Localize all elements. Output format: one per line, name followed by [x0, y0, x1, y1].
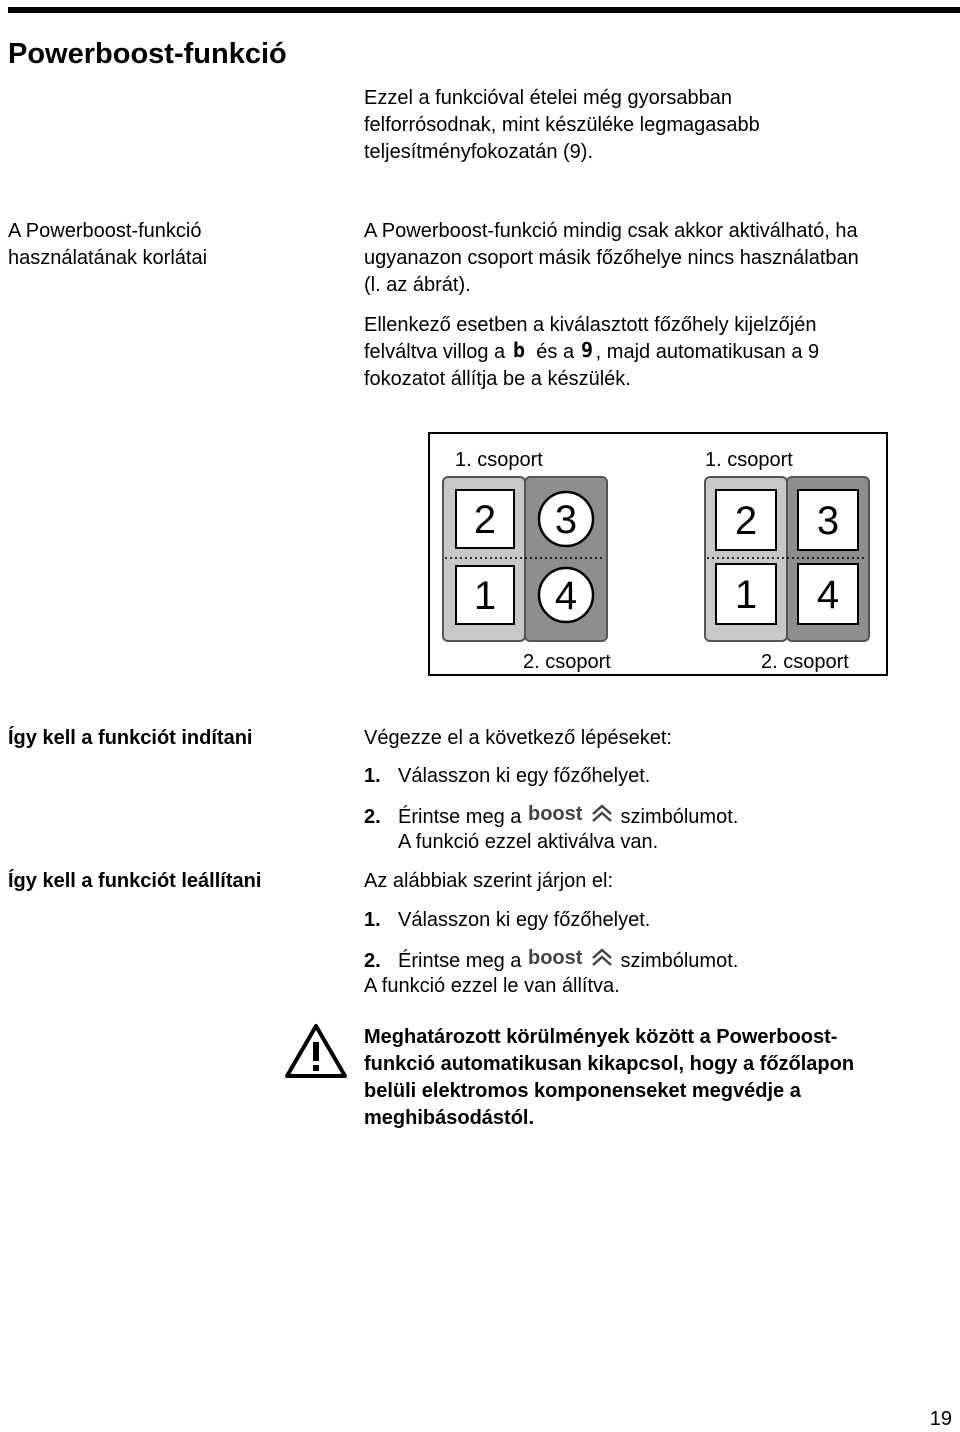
page-title: Powerboost-funkció [8, 38, 287, 70]
intro-paragraph [364, 85, 954, 166]
text-segment: felváltva villog a [364, 341, 511, 363]
step-text: Válasszon ki egy főzőhelyet. [398, 765, 651, 787]
page-number: 19 [929, 1408, 952, 1430]
zone-number: 3 [554, 498, 578, 542]
limits-line: fokozatot állítja be a készülék. [364, 368, 631, 390]
start-heading: Így kell a funkciót indítani [8, 727, 253, 749]
zone-number: 4 [816, 573, 840, 617]
step-text: szimbólumot. [614, 950, 739, 972]
stop-heading: Így kell a funkciót leállítani [8, 870, 262, 892]
limits-line [364, 339, 954, 366]
limits-heading-line: használatának korlátai [8, 247, 208, 269]
step-text: Válasszon ki egy főzőhelyet. [398, 909, 651, 931]
zone-number: 1 [473, 574, 497, 618]
svg-text:boost: boost [527, 947, 583, 969]
stop-step-2 [364, 946, 738, 975]
limits-line: A Powerboost-funkció mindig csak akkor aktiválható, ha [364, 220, 858, 242]
intro-line: felforrósodnak, mint készüléke legmagasabb [364, 114, 760, 136]
limits-heading [8, 218, 207, 272]
text-segment: , majd automatikusan a 9 [595, 341, 820, 363]
start-step-1 [364, 763, 650, 790]
group-2-label: 2. csoport [523, 651, 611, 673]
warning-line: Meghatározott körülmények között a Powerboost- [364, 1026, 838, 1048]
warning-line: meghibásodástól. [364, 1107, 535, 1129]
step-number: 1. [364, 909, 381, 931]
intro-line: Ezzel a funkcióval ételei még gyorsabban [364, 87, 732, 109]
group-1-label: 1. csoport [705, 449, 793, 471]
zone-number: 4 [554, 574, 578, 618]
stop-intro: Az alábbiak szerint járjon el: [364, 870, 614, 892]
step-text: szimbólumot. [614, 806, 739, 828]
step-number: 1. [364, 765, 381, 787]
start-result: A funkció ezzel aktiválva van. [398, 831, 659, 853]
zone-number: 1 [734, 573, 758, 617]
group-2-label: 2. csoport [761, 651, 849, 673]
display-b-glyph-icon [511, 339, 531, 361]
step-number: 2. [364, 806, 381, 828]
hob-diagram-right [704, 476, 870, 642]
limits-heading-line: A Powerboost-funkció [8, 220, 202, 242]
text-segment: és a [530, 341, 580, 363]
warning-line: belüli elektromos komponenseket megvédje a [364, 1080, 801, 1102]
warning-line: funkció automatikusan kikapcsol, hogy a főzőlapon [364, 1053, 855, 1075]
svg-text:boost: boost [527, 803, 583, 825]
zone-number: 3 [816, 499, 840, 543]
zone-number: 2 [734, 499, 758, 543]
hob-diagram-left [442, 476, 608, 642]
svg-text:9: 9 [580, 339, 593, 361]
limits-line: Ellenkező esetben a kiválasztott főzőhely kijelzőjén [364, 314, 817, 336]
start-intro: Végezze el a következő lépéseket: [364, 727, 672, 749]
step-text: Érintse meg a [398, 806, 527, 828]
zone-number: 2 [473, 498, 497, 542]
boost-symbol-icon [527, 946, 615, 970]
limits-paragraph-1 [364, 218, 954, 299]
boost-symbol-icon [527, 802, 615, 826]
limits-paragraph-2 [364, 312, 954, 393]
display-9-glyph-icon [580, 339, 596, 361]
step-text: Érintse meg a [398, 950, 527, 972]
limits-line: ugyanazon csoport másik főzőhelye nincs használatban [364, 247, 859, 269]
svg-text:b: b [512, 339, 525, 361]
limits-line: (l. az ábrát). [364, 274, 471, 296]
warning-triangle-icon [284, 1023, 348, 1079]
top-rule [8, 7, 960, 13]
start-step-2 [364, 802, 738, 831]
intro-line: teljesítményfokozatán (9). [364, 141, 593, 163]
group-1-label: 1. csoport [455, 449, 543, 471]
stop-result: A funkció ezzel le van állítva. [364, 975, 620, 997]
step-number: 2. [364, 950, 381, 972]
stop-step-1 [364, 907, 650, 934]
warning-text [364, 1024, 954, 1132]
